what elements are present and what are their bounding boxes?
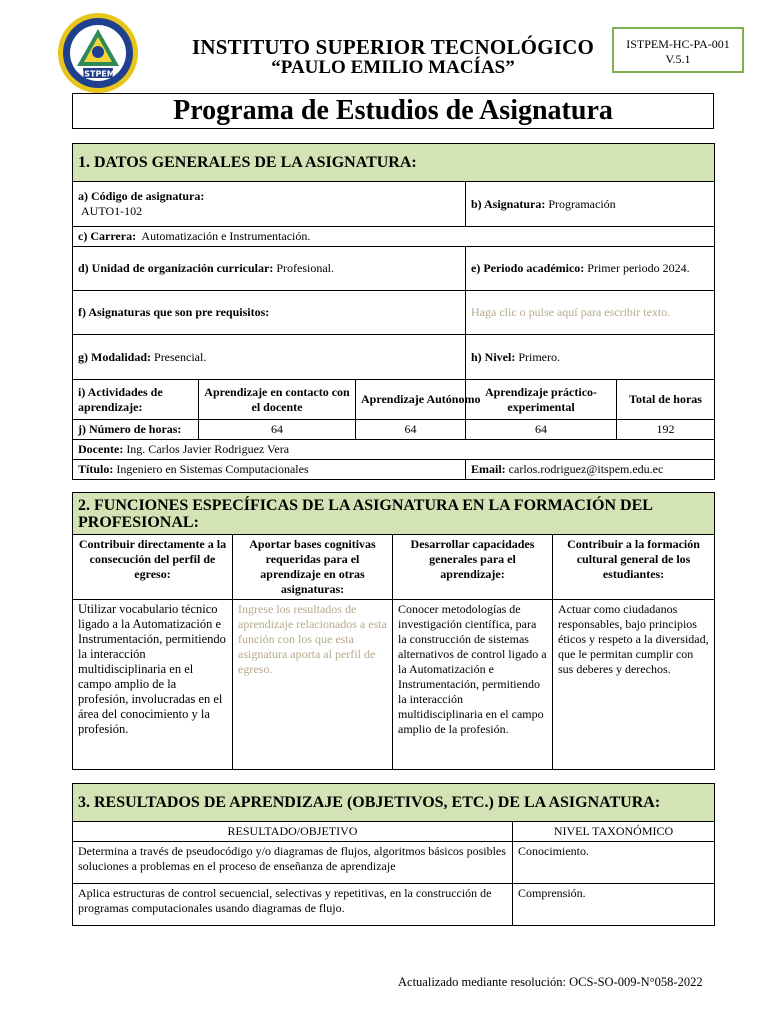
carrera-label: c) Carrera: [78, 229, 137, 243]
institute-logo [57, 12, 139, 94]
prereq-cell [73, 291, 466, 335]
doc-version: V.5.1 [665, 52, 691, 66]
asignatura-value: Programación [548, 196, 616, 211]
actividades-label: i) Actividades de aprendizaje: [73, 380, 199, 420]
prereq-input[interactable]: Haga clic o pulse aquí para escribir texto. [466, 291, 715, 335]
institute-subname: “PAULO EMILIO MACÍAS” [271, 57, 515, 78]
email-value[interactable]: carlos.rodriguez@itspem.edu.ec [508, 462, 664, 476]
section3-heading: 3. RESULTADOS DE APRENDIZAJE (OBJETIVOS, ETC.) DE LA ASIGNATURA: [73, 784, 715, 822]
svg-text:ISTPEM: ISTPEM [81, 69, 115, 79]
institute-name: INSTITUTO SUPERIOR TECNOLÓGICO [192, 35, 594, 59]
nivel-cell: Comprensión. [513, 884, 715, 926]
col-total: Total de horas [617, 380, 715, 420]
func-col4-body: Actuar como ciudadanos responsables, bajo principios éticos y respeto a la diversidad, que le permitan cumplir con sus deberes y derechos. [553, 600, 715, 770]
periodo-cell [466, 247, 715, 291]
func-col1-body: Utilizar vocabulario técnico ligado a la Automatización e Instrumentación, permitiendo la interacción multidisciplinaria en el campo amplio de la profesión, involucradas en el área del conocimiento y la profesión. [73, 600, 233, 770]
periodo-label: e) Periodo académico: [471, 261, 585, 275]
docente-cell [73, 440, 715, 460]
nivel-label: h) Nivel: [471, 349, 516, 364]
periodo-value: Primer periodo 2024. [587, 261, 690, 275]
resultado-cell: Determina a través de pseudocódigo y/o diagramas de flujos, algoritmos básicos posibles soluciones a problemas en el proceso de enseñanza de aprendizaje [73, 842, 513, 884]
col-nivel: NIVEL TAXONÓMICO [513, 822, 715, 842]
col-contacto: Aprendizaje en contacto con el docente [199, 380, 356, 420]
horas-autonomo: 64 [356, 420, 466, 440]
doc-code-box [612, 27, 744, 73]
carrera-cell [73, 227, 715, 247]
carrera-value: Automatización e Instrumentación. [141, 229, 311, 243]
titulo-value: Ingeniero en Sistemas Computacionales [116, 462, 309, 476]
modalidad-value: Presencial. [154, 349, 207, 364]
section1-heading: 1. DATOS GENERALES DE LA ASIGNATURA: [73, 144, 715, 182]
table-row [73, 884, 715, 926]
docente-label: Docente: [78, 442, 124, 456]
doc-code: ISTPEM-HC-PA-001 [626, 37, 730, 51]
codigo-cell [73, 182, 466, 227]
codigo-label: a) Código de asignatura: [78, 189, 205, 203]
section3-table [72, 783, 715, 926]
modalidad-cell [73, 335, 466, 380]
codigo-value: AUTO1-102 [81, 204, 143, 218]
email-label: Email: [471, 462, 506, 476]
modalidad-label: g) Modalidad: [78, 349, 152, 364]
unidad-cell [73, 247, 466, 291]
nivel-cell: Conocimiento. [513, 842, 715, 884]
nivel-cell [466, 335, 715, 380]
nivel-value: Primero. [518, 349, 560, 364]
document-title: Programa de Estudios de Asignatura [72, 93, 714, 129]
func-col2-input[interactable]: Ingrese los resultados de aprendizaje relacionados a esta función con los que esta asignatura aporta al perfil de egreso. [233, 600, 393, 770]
horas-practico: 64 [466, 420, 617, 440]
docente-value: Ing. Carlos Javier Rodriguez Vera [126, 442, 290, 456]
titulo-label: Título: [78, 462, 114, 476]
section2-heading: 2. FUNCIONES ESPECÍFICAS DE LA ASIGNATURA EN LA FORMACIÓN DEL PROFESIONAL: [73, 493, 715, 535]
email-cell [466, 460, 715, 480]
resultado-cell: Aplica estructuras de control secuencial, selectivas y repetitivas, en la construcción de programas computacionales usando diagramas de flujo. [73, 884, 513, 926]
prereq-label: f) Asignaturas que son pre requisitos: [78, 305, 270, 319]
func-col1-head: Contribuir directamente a la consecución del perfil de egreso: [73, 535, 233, 600]
section1-table [72, 143, 715, 480]
asignatura-cell [466, 182, 715, 227]
func-col3-head: Desarrollar capacidades generales para el aprendizaje: [393, 535, 553, 600]
func-col2-head: Aportar bases cognitivas requeridas para el aprendizaje en otras asignaturas: [233, 535, 393, 600]
col-practico: Aprendizaje práctico-experimental [466, 380, 617, 420]
unidad-value: Profesional. [276, 261, 334, 275]
table-row [73, 842, 715, 884]
titulo-cell [73, 460, 466, 480]
func-col4-head: Contribuir a la formación cultural general de los estudiantes: [553, 535, 715, 600]
col-resultado: RESULTADO/OBJETIVO [73, 822, 513, 842]
func-col3-body: Conocer metodologías de investigación científica, para la construcción de sistemas alternativos de control ligado a la Automatización e Instrumentación, permitiendo la interacción multidisciplinaria en el campo amplio de la profesión. [393, 600, 553, 770]
horas-total: 192 [617, 420, 715, 440]
footer-resolution: Actualizado mediante resolución: OCS-SO-009-N°058-2022 [398, 975, 703, 989]
horas-label: j) Número de horas: [73, 420, 199, 440]
horas-contacto: 64 [199, 420, 356, 440]
unidad-label: d) Unidad de organización curricular: [78, 261, 274, 275]
section2-table [72, 492, 715, 770]
col-autonomo: Aprendizaje Autónomo [356, 380, 466, 420]
asignatura-label: b) Asignatura: [471, 196, 546, 211]
